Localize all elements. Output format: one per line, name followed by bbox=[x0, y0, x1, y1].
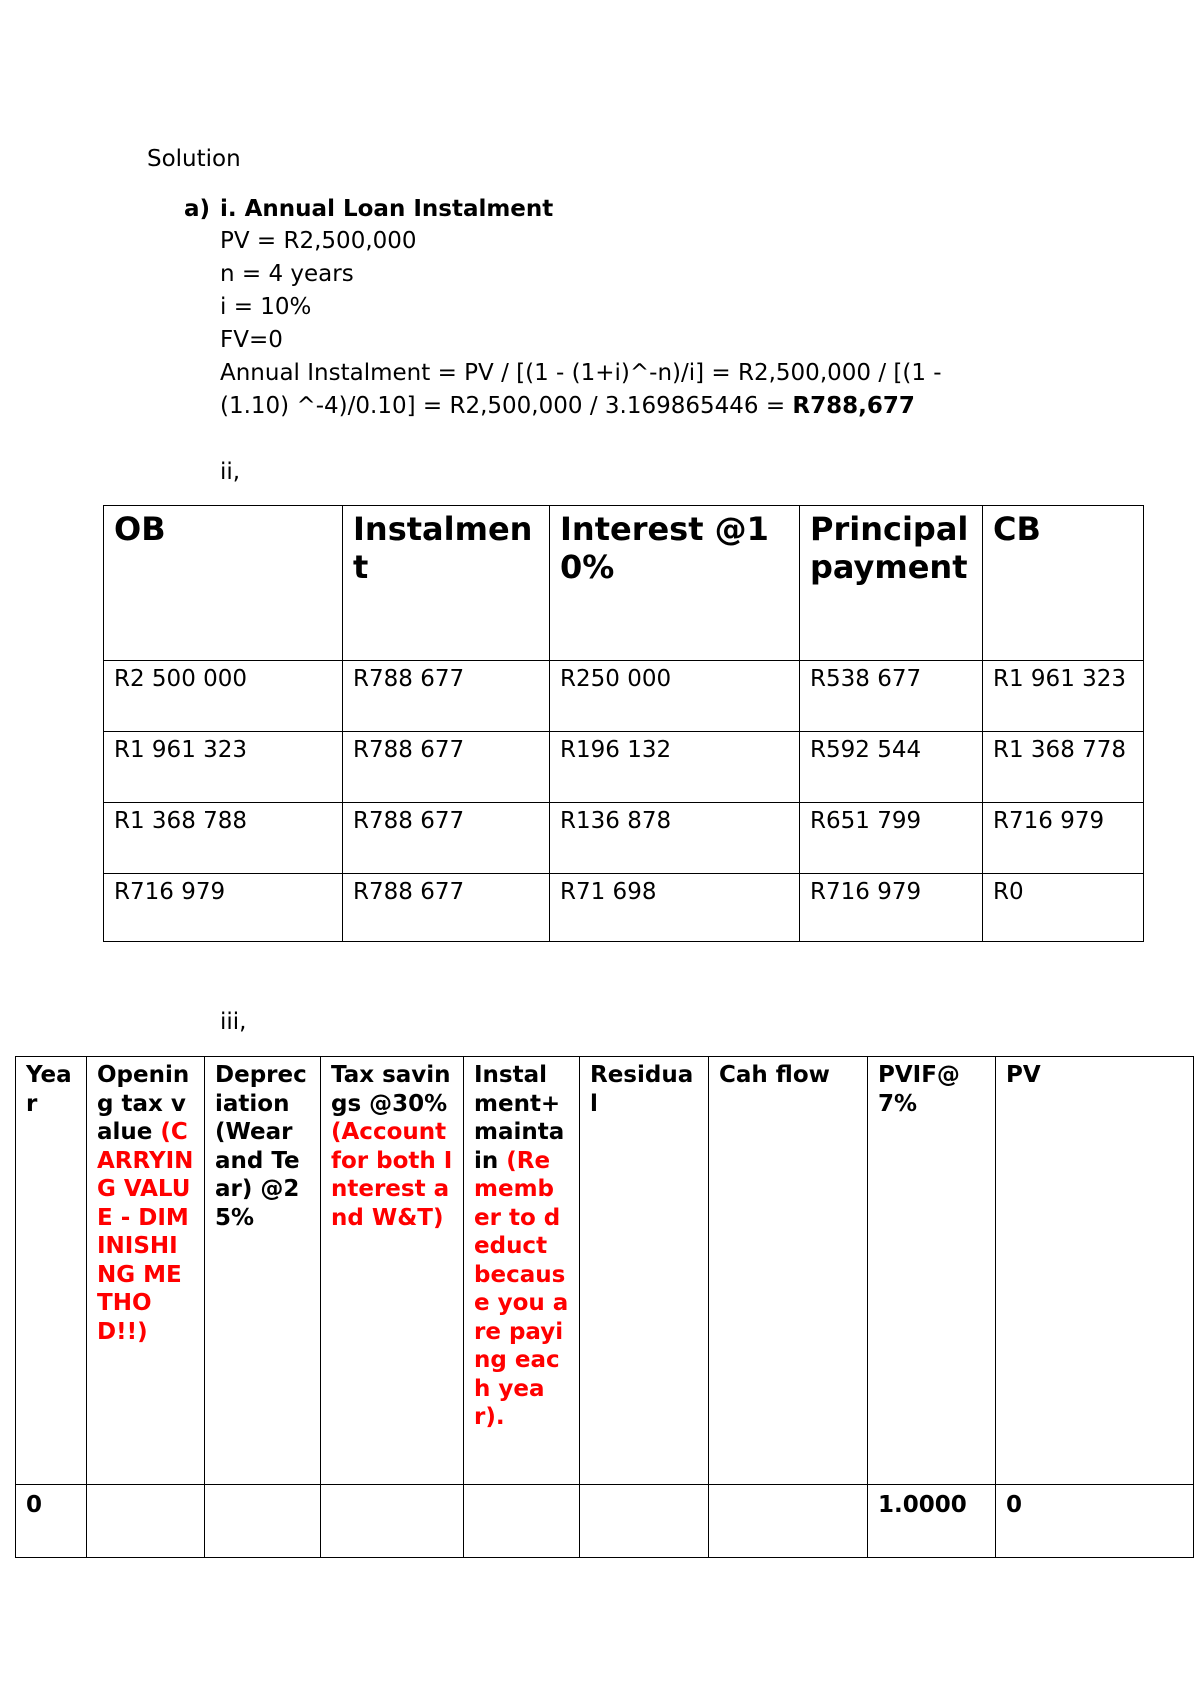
cell-instalment: R788 677 bbox=[343, 874, 550, 942]
formula-line-1: Annual Instalment = PV / [(1 - (1+i)^-n)/i] = R2,500,000 / [(1 - bbox=[220, 360, 942, 386]
header-main-text: Year bbox=[26, 1062, 72, 1117]
cell-pv: 0 bbox=[996, 1485, 1194, 1558]
header-tax-savings bbox=[321, 1057, 464, 1485]
header-main-text: Tax savings @30% bbox=[331, 1062, 451, 1117]
header-pvif bbox=[868, 1057, 996, 1485]
cell-residual bbox=[580, 1485, 709, 1558]
i-line: i = 10% bbox=[220, 294, 312, 320]
cell-instalment: R788 677 bbox=[343, 732, 550, 803]
cell-ob: R1 961 323 bbox=[104, 732, 343, 803]
header-main-text: Residual bbox=[590, 1062, 694, 1117]
cell-instalment: R788 677 bbox=[343, 803, 550, 874]
cell-ob: R1 368 788 bbox=[104, 803, 343, 874]
instalment-result: R788,677 bbox=[792, 393, 915, 419]
part-a-title: i. Annual Loan Instalment bbox=[220, 196, 554, 222]
cell-principal: R538 677 bbox=[800, 661, 983, 732]
header-opening-tax-value bbox=[87, 1057, 205, 1485]
cell-interest: R71 698 bbox=[550, 874, 800, 942]
cell-pvif: 1.0000 bbox=[868, 1485, 996, 1558]
cell-cb: R1 961 323 bbox=[983, 661, 1144, 732]
cell-ob: R2 500 000 bbox=[104, 661, 343, 732]
part-a-label: a) bbox=[184, 196, 211, 222]
header-ob: OB bbox=[104, 506, 343, 661]
cash-flow-header-row bbox=[16, 1057, 1194, 1485]
cell-year: 0 bbox=[16, 1485, 87, 1558]
cell-ob: R716 979 bbox=[104, 874, 343, 942]
header-instalment-maintain bbox=[464, 1057, 580, 1485]
header-year bbox=[16, 1057, 87, 1485]
part-iii-label: iii, bbox=[220, 1009, 247, 1035]
table-row bbox=[104, 874, 1144, 942]
pv-line: PV = R2,500,000 bbox=[220, 228, 417, 254]
cell-cb: R716 979 bbox=[983, 803, 1144, 874]
cell-principal: R651 799 bbox=[800, 803, 983, 874]
header-main-text: Cah flow bbox=[719, 1062, 830, 1088]
cell-cb: R0 bbox=[983, 874, 1144, 942]
cell-cb: R1 368 778 bbox=[983, 732, 1144, 803]
part-ii-label: ii, bbox=[220, 459, 241, 485]
header-principal: Principal payment bbox=[800, 506, 983, 661]
cell-principal: R716 979 bbox=[800, 874, 983, 942]
amortization-table bbox=[103, 505, 1144, 942]
cell-tax-savings bbox=[321, 1485, 464, 1558]
header-main-text: PV bbox=[1006, 1062, 1041, 1088]
cell-instalment: R788 677 bbox=[343, 661, 550, 732]
header-depreciation bbox=[205, 1057, 321, 1485]
n-line: n = 4 years bbox=[220, 261, 354, 287]
header-main-text: Opening tax value bbox=[97, 1062, 190, 1145]
cash-flow-table bbox=[15, 1056, 1194, 1558]
fv-line: FV=0 bbox=[220, 327, 283, 353]
cell-instalment-maintain bbox=[464, 1485, 580, 1558]
cell-interest: R250 000 bbox=[550, 661, 800, 732]
formula-line-2 bbox=[220, 390, 915, 423]
table-row bbox=[104, 803, 1144, 874]
header-note-text: (Account for both Interest and W&T) bbox=[331, 1119, 453, 1231]
cell-opening-tax-value bbox=[87, 1485, 205, 1558]
amortization-header-row bbox=[104, 506, 1144, 661]
solution-heading: Solution bbox=[147, 146, 241, 172]
table-row bbox=[104, 661, 1144, 732]
header-main-text: Instalment+ maintain bbox=[474, 1062, 565, 1174]
header-residual bbox=[580, 1057, 709, 1485]
header-cb: CB bbox=[983, 506, 1144, 661]
cell-depreciation bbox=[205, 1485, 321, 1558]
header-main-text: Depreciation (Wear and Tear) @25% bbox=[215, 1062, 307, 1231]
cell-interest: R136 878 bbox=[550, 803, 800, 874]
header-cash-flow bbox=[709, 1057, 868, 1485]
cell-interest: R196 132 bbox=[550, 732, 800, 803]
header-interest: Interest @10% bbox=[550, 506, 800, 661]
header-note-text: (Remember to deduct because you are paying each year). bbox=[474, 1147, 569, 1430]
header-instalment: Instalment bbox=[343, 506, 550, 661]
formula-text: (1.10) ^-4)/0.10] = R2,500,000 / 3.169865446 = bbox=[220, 393, 793, 419]
table-row bbox=[16, 1485, 1194, 1558]
header-main-text: PVIF@7% bbox=[878, 1062, 960, 1117]
cell-principal: R592 544 bbox=[800, 732, 983, 803]
header-note-text: (CARRYING VALUE - DIMINISHING METHOD!!) bbox=[97, 1119, 194, 1345]
header-pv bbox=[996, 1057, 1194, 1485]
table-row bbox=[104, 732, 1144, 803]
cell-cash-flow bbox=[709, 1485, 868, 1558]
